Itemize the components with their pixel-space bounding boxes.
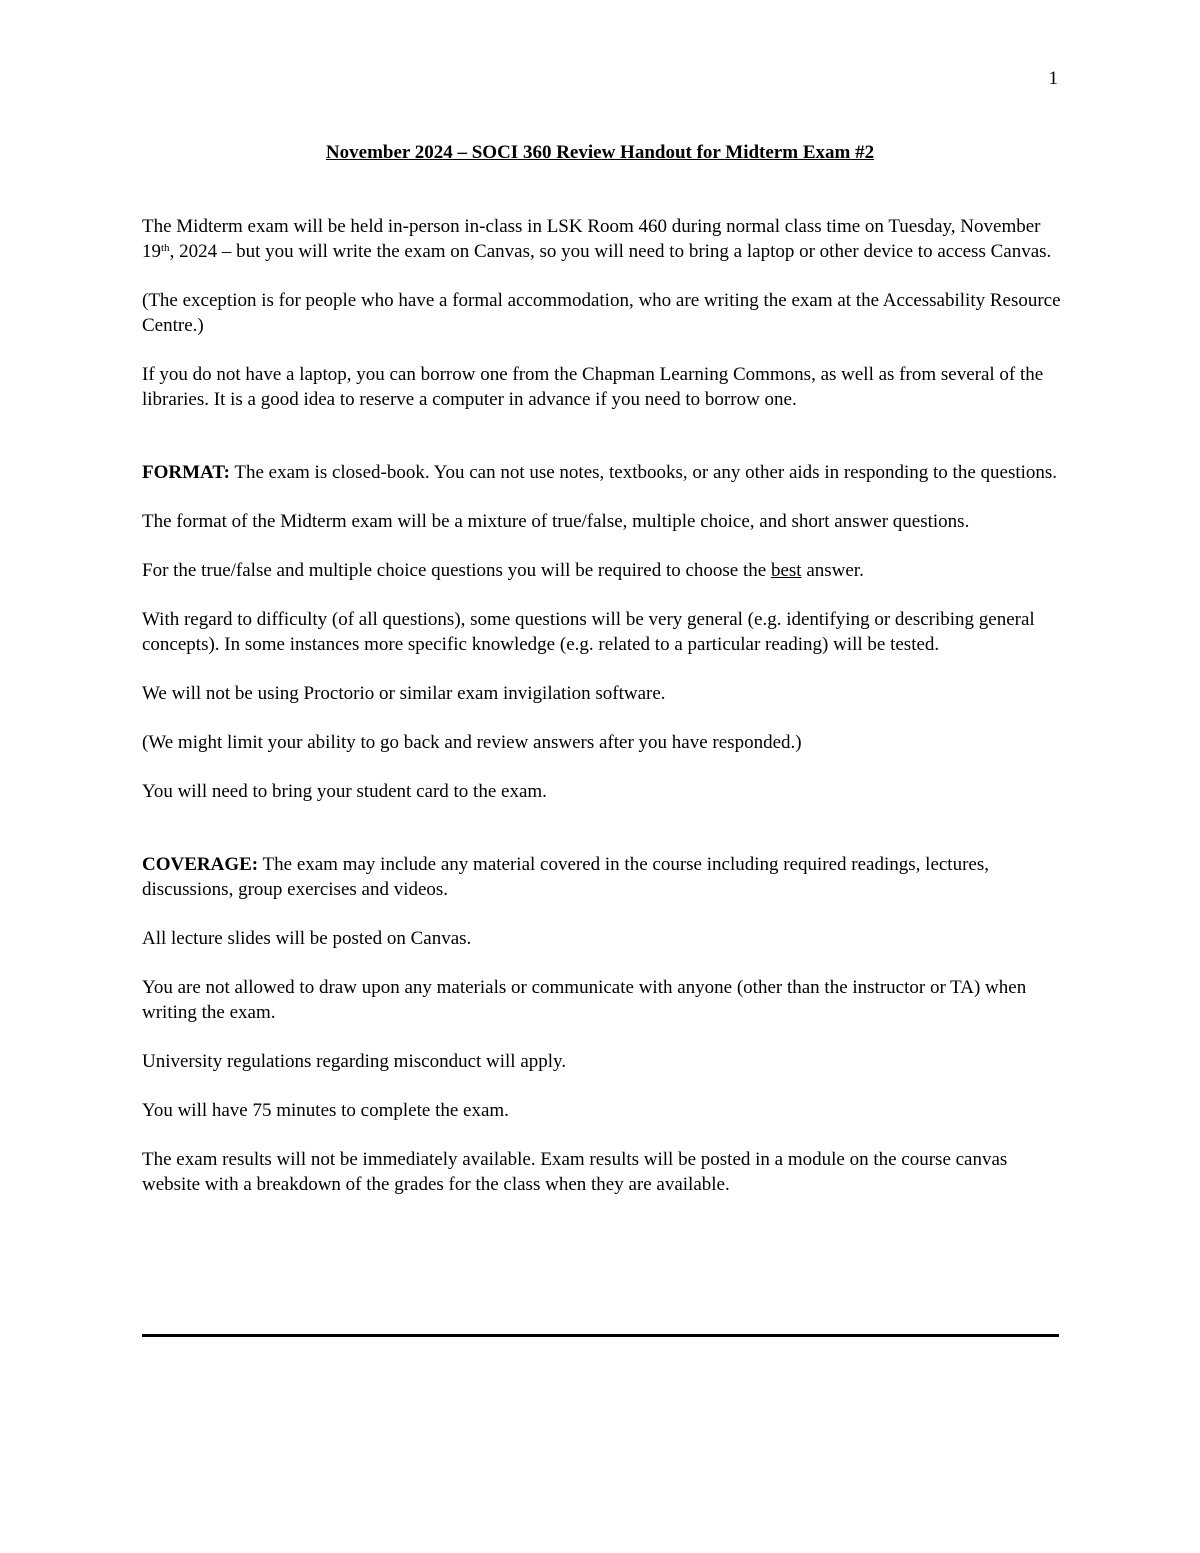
format-paragraph-question-types: The format of the Midterm exam will be a mixture of true/false, multiple choice, and short answer questions. (142, 511, 970, 532)
coverage-paragraph-results: The exam results will not be immediately available. Exam results will be posted in a module on the course canvas website with a breakdown of the grades for the class when they are available. (142, 1149, 1008, 1195)
page-title: November 2024 – SOCI 360 Review Handout for Midterm Exam #2 (325, 142, 875, 163)
best-answer-text-before: For the true/false and multiple choice questions you will be required to choose the (142, 560, 771, 581)
intro-text-part1: The Midterm exam will be held in-person in-class in LSK Room 460 during normal class time on Tuesday, November 19 (142, 216, 1041, 262)
coverage-paragraph-misconduct: University regulations regarding misconduct will apply. (142, 1051, 567, 1072)
page-number: 1 (1048, 68, 1058, 89)
format-paragraph-review-limit: (We might limit your ability to go back and review answers after you have responded.) (142, 732, 802, 753)
intro-paragraph-accommodation: (The exception is for people who have a formal accommodation, who are writing the exam at the Accessability Resource Centre.) (142, 290, 1061, 336)
format-paragraph-best-answer (142, 558, 1062, 583)
best-emphasis: best (770, 560, 802, 581)
format-text: The exam is closed-book. You can not use notes, textbooks, or any other aids in responding to the questions. (229, 462, 1058, 483)
intro-text-part2: , 2024 – but you will write the exam on Canvas, so you will need to bring a laptop or other device to access Canvas. (169, 241, 1052, 262)
coverage-paragraph-no-materials: You are not allowed to draw upon any materials or communicate with anyone (other than the instructor or TA) when writing the exam. (142, 977, 1027, 1023)
format-paragraph-student-card: You will need to bring your student card to the exam. (142, 781, 547, 802)
coverage-paragraph-slides: All lecture slides will be posted on Canvas. (142, 928, 472, 949)
date-superscript: th (161, 242, 170, 254)
format-label: FORMAT: (142, 462, 230, 483)
coverage-text: The exam may include any material covered in the course including required readings, lectures, discussions, group exercises and videos. (142, 854, 989, 900)
horizontal-rule (142, 1334, 1059, 1337)
intro-paragraph-laptop: If you do not have a laptop, you can borrow one from the Chapman Learning Commons, as well as from several of the libraries. It is a good idea to reserve a computer in advance if you need to borrow one. (142, 364, 1044, 410)
format-paragraph-closed-book (142, 460, 1062, 485)
best-answer-text-after: answer. (801, 560, 864, 581)
coverage-paragraph-duration: You will have 75 minutes to complete the exam. (142, 1100, 509, 1121)
format-paragraph-proctorio: We will not be using Proctorio or similar exam invigilation software. (142, 683, 666, 704)
coverage-label: COVERAGE: (142, 854, 259, 875)
document-body (142, 214, 1062, 1221)
intro-paragraph-exam-location (142, 214, 1062, 264)
format-paragraph-difficulty: With regard to difficulty (of all questions), some questions will be very general (e.g. identifying or describing general concepts). In some instances more specific knowledge (e.g. related to a particular reading) will be tested. (142, 609, 1035, 655)
coverage-paragraph-material (142, 852, 1062, 902)
